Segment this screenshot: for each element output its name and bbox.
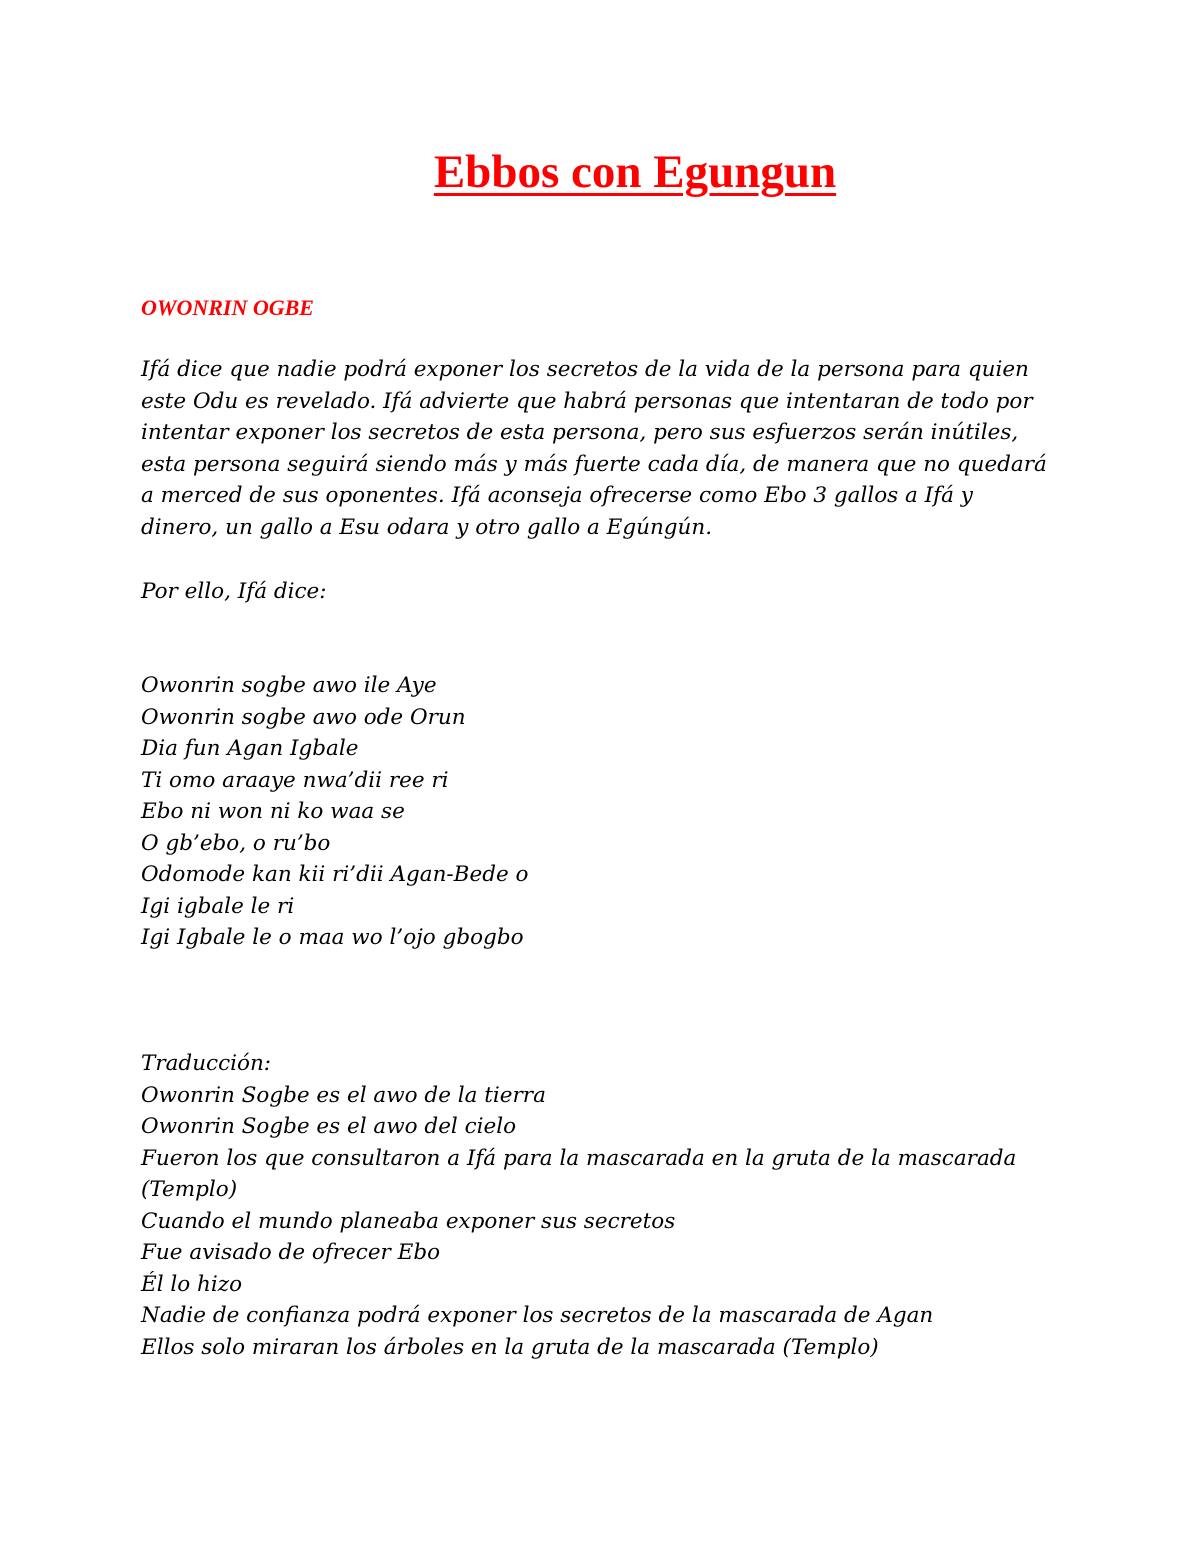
paragraph-line: dinero, un gallo a Esu odara y otro gallo a Egúngún. [141,514,713,540]
translation-line: Él lo hizo [141,1271,243,1297]
verse-line: O gb’ebo, o ru’bo [141,830,331,856]
verse-line: Owonrin sogbe awo ode Orun [141,704,466,730]
translation-line: Nadie de confianza podrá exponer los secretos de la mascarada de Agan [141,1303,934,1328]
translation-line: Owonrin Sogbe es el awo del cielo [141,1114,517,1139]
translation-line: (Templo) [141,1177,238,1202]
paragraph-line: Ifá dice que nadie podrá exponer los secretos de la vida de la persona para quien [141,357,1029,382]
intro-paragraph [141,354,1081,543]
translation-line: Owonrin Sogbe es el awo de la tierra [141,1082,546,1108]
paragraph-line: a merced de sus oponentes. Ifá aconseja ofrecerse como Ebo 3 gallos a Ifá y [141,483,973,508]
verse-line: Igi Igbale le o maa wo l’ojo gbogbo [141,925,524,950]
verse-line: Odomode kan kii ri’dii Agan-Bede o [141,862,529,887]
translation-heading: Traducción: [141,1051,272,1076]
verse-line: Ebo ni won ni ko waa se [141,799,405,824]
paragraph-line: este Odu es revelado. Ifá advierte que habrá personas que intentaran de todo por [141,388,1033,414]
translation-block [141,1048,1101,1363]
translation-line: Fueron los que consultaron a Ifá para la mascarada en la gruta de la mascarada [141,1145,1017,1171]
verse-line: Ti omo araaye nwa’dii ree ri [141,767,449,793]
paragraph-line: intentar exponer los secretos de esta persona, pero sus esfuerzos serán inútiles, [141,420,1019,445]
verse-line: Igi igbale le ri [141,893,295,919]
por-ello-line: Por ello, Ifá dice: [141,579,327,604]
section-heading: OWONRIN OGBE [141,295,314,320]
document-title: Ebbos con Egungun [433,146,837,198]
verse-line: Owonrin sogbe awo ile Aye [141,673,437,698]
verse-block [141,670,1101,954]
translation-line: Fue avisado de ofrecer Ebo [141,1240,441,1265]
paragraph-line: esta persona seguirá siendo más y más fuerte cada día, de manera que no quedará [141,451,1047,477]
verse-line: Dia fun Agan Igbale [141,736,359,761]
translation-line: Ellos solo miraran los árboles en la gruta de la mascarada (Templo) [141,1334,879,1360]
translation-line: Cuando el mundo planeaba exponer sus secretos [141,1208,676,1234]
